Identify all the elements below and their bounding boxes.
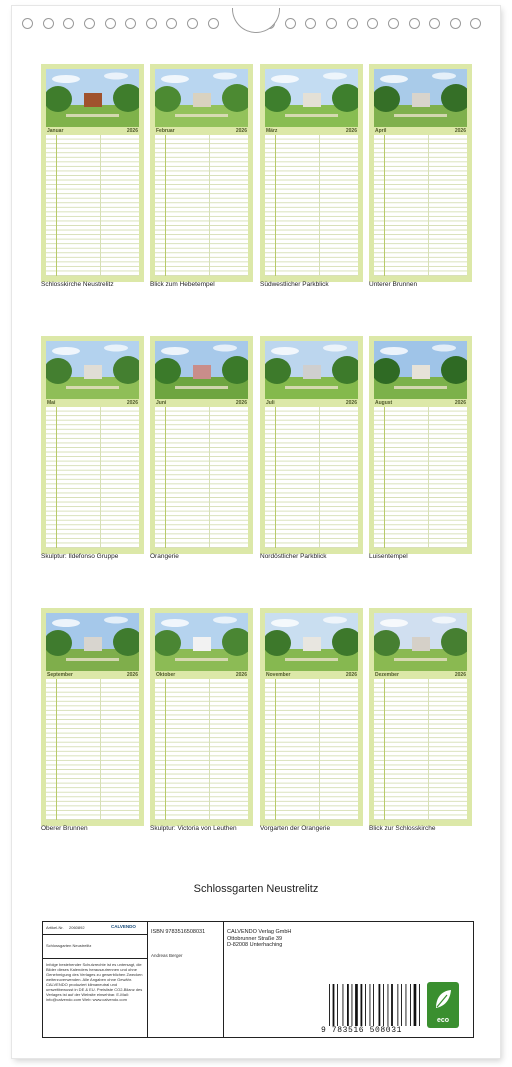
month-day-grid xyxy=(155,135,248,276)
month-panel xyxy=(260,608,363,826)
month-panel xyxy=(369,64,472,282)
month-name: November xyxy=(266,672,291,678)
barcode-bar xyxy=(410,984,411,1026)
month-day-grid xyxy=(46,135,139,276)
publisher-footer xyxy=(42,921,474,1038)
month-name: Januar xyxy=(47,128,64,134)
month-panel xyxy=(41,64,144,282)
month-photo xyxy=(46,341,139,399)
barcode-bar xyxy=(347,984,349,1026)
isbn: ISBN 9783516508031 xyxy=(151,929,206,935)
month-day-grid xyxy=(265,407,358,548)
month-year: 2026 xyxy=(126,672,138,678)
month-panel xyxy=(41,336,144,554)
month-photo xyxy=(46,613,139,671)
article-label: Artikel-Nr. xyxy=(46,925,64,930)
month-caption: Blick zum Hebetempel xyxy=(150,281,215,288)
calendar-title: Schlossgarten Neustrelitz xyxy=(193,883,319,895)
barcode-bar xyxy=(329,984,330,1026)
calvendo-logo: CALVENDO xyxy=(111,924,136,929)
month-header xyxy=(155,127,248,134)
eco-badge xyxy=(427,982,459,1028)
barcode-bar xyxy=(379,984,381,1026)
month-name: Juli xyxy=(266,400,275,406)
month-day-grid xyxy=(374,679,467,820)
barcode-bar xyxy=(355,984,358,1026)
month-day-grid xyxy=(374,135,467,276)
eco-label: eco xyxy=(436,1017,450,1024)
month-header xyxy=(374,127,467,134)
month-caption: Nordöstlicher Parkblick xyxy=(260,553,327,560)
publisher-line-2: Ottobrunner Straße 39 xyxy=(227,935,283,942)
binding-hole xyxy=(470,18,481,29)
month-header xyxy=(374,671,467,678)
barcode-bar xyxy=(401,984,402,1026)
month-header xyxy=(265,399,358,406)
binding-hole xyxy=(450,18,461,29)
barcode-bar xyxy=(370,984,371,1026)
barcode-bar xyxy=(388,984,389,1026)
month-panel xyxy=(150,608,253,826)
binding-hole xyxy=(43,18,54,29)
month-photo xyxy=(374,69,467,127)
leaf-icon xyxy=(433,988,453,1010)
month-header xyxy=(155,671,248,678)
binding-hole xyxy=(347,18,358,29)
month-header xyxy=(46,671,139,678)
barcode-bar xyxy=(333,984,335,1026)
month-caption: Oberer Brunnen xyxy=(41,825,88,832)
product-title: Schlossgarten Neustrelitz xyxy=(46,943,92,948)
month-caption: Skulptur: Victoria von Leuthen xyxy=(150,825,237,832)
month-year: 2026 xyxy=(126,128,138,134)
barcode-bar xyxy=(361,984,363,1026)
month-year: 2026 xyxy=(235,128,247,134)
binding-hole xyxy=(326,18,337,29)
month-panel xyxy=(369,608,472,826)
month-caption: Unterer Brunnen xyxy=(369,281,418,288)
binding-hole xyxy=(388,18,399,29)
month-caption: Vorgarten der Orangerie xyxy=(260,825,331,832)
binding-hole xyxy=(305,18,316,29)
month-photo xyxy=(265,341,358,399)
binding-hole xyxy=(429,18,440,29)
month-panel xyxy=(369,336,472,554)
month-year: 2026 xyxy=(454,128,466,134)
binding-hole xyxy=(22,18,33,29)
binding-hole xyxy=(84,18,95,29)
barcode-bar xyxy=(419,984,420,1026)
month-header xyxy=(265,127,358,134)
month-caption: Luisentempel xyxy=(369,553,408,560)
binding-hole xyxy=(63,18,74,29)
month-photo xyxy=(374,341,467,399)
month-year: 2026 xyxy=(126,400,138,406)
month-name: Mai xyxy=(47,400,56,406)
month-header xyxy=(46,127,139,134)
month-photo xyxy=(374,613,467,671)
month-day-grid xyxy=(265,135,358,276)
binding-hole xyxy=(105,18,116,29)
binding-hole xyxy=(367,18,378,29)
author: Andreas Berger xyxy=(151,953,183,958)
barcode-bar xyxy=(352,984,353,1026)
month-header xyxy=(374,399,467,406)
month-photo xyxy=(155,69,248,127)
month-year: 2026 xyxy=(454,400,466,406)
month-name: Dezember xyxy=(375,672,399,678)
legal-text: Infolge bestehender Schutzrechte ist es untersagt, die Bilder dieses Kalenders herauszutrennen und ohne Genehmigung des Verlages zu gewerblichen Zwecken weiterzuverwenden. Alle Angaben ohne Gewähr. CALVENDO produziert klimaneutral und umweltbewusst in DE & EU. Preisliste CO2-Bilanz des Verlages ist auf der Website einsehbar. E-Mail: info@calvendo.com Web: www.calvendo.com xyxy=(46,962,143,1002)
barcode-number: 9 783516 508031 xyxy=(321,1026,403,1035)
barcode-bar xyxy=(414,984,417,1026)
month-year: 2026 xyxy=(345,672,357,678)
publisher-line-3: D-82008 Unterhaching xyxy=(227,942,283,948)
month-header xyxy=(46,399,139,406)
barcode-bar xyxy=(397,984,398,1026)
month-name: Oktober xyxy=(156,672,176,678)
article-number: 2060892 xyxy=(69,925,85,930)
month-caption: Orangerie xyxy=(150,553,179,560)
month-year: 2026 xyxy=(235,400,247,406)
month-photo xyxy=(155,613,248,671)
month-panel xyxy=(150,336,253,554)
month-day-grid xyxy=(374,407,467,548)
binding-hole xyxy=(166,18,177,29)
month-header xyxy=(155,399,248,406)
month-year: 2026 xyxy=(345,400,357,406)
binding-hole xyxy=(187,18,198,29)
month-day-grid xyxy=(265,679,358,820)
month-name: September xyxy=(47,672,73,678)
month-panel xyxy=(260,336,363,554)
barcode-bar xyxy=(383,984,384,1026)
binding-hole xyxy=(285,18,296,29)
barcode-bar xyxy=(365,984,366,1026)
month-photo xyxy=(46,69,139,127)
month-day-grid xyxy=(155,679,248,820)
month-name: Juni xyxy=(156,400,167,406)
barcode-bar xyxy=(373,984,374,1026)
barcode xyxy=(327,984,425,1026)
month-panel xyxy=(150,64,253,282)
month-photo xyxy=(265,613,358,671)
month-caption: Südwestlicher Parkblick xyxy=(260,281,329,288)
month-panel xyxy=(260,64,363,282)
month-year: 2026 xyxy=(454,672,466,678)
month-name: März xyxy=(266,128,278,134)
month-day-grid xyxy=(46,407,139,548)
barcode-bar xyxy=(343,984,344,1026)
binding-hole xyxy=(208,18,219,29)
barcode-bar xyxy=(406,984,407,1026)
barcode-bar xyxy=(391,984,393,1026)
month-day-grid xyxy=(155,407,248,548)
month-caption: Schlosskirche Neustrelitz xyxy=(41,281,114,288)
publisher-line-1: CALVENDO Verlag GmbH xyxy=(227,929,292,935)
month-year: 2026 xyxy=(235,672,247,678)
barcode-bar xyxy=(337,984,338,1026)
month-name: August xyxy=(375,400,393,406)
month-name: April xyxy=(375,128,387,134)
binding-hole xyxy=(146,18,157,29)
month-caption: Blick zur Schlosskirche xyxy=(369,825,436,832)
month-caption: Skulptur: Ildefonso Gruppe xyxy=(41,553,119,560)
binding-hole xyxy=(125,18,136,29)
binding-hole xyxy=(409,18,420,29)
month-panel xyxy=(41,608,144,826)
month-name: Februar xyxy=(156,128,175,134)
month-year: 2026 xyxy=(345,128,357,134)
month-photo xyxy=(265,69,358,127)
month-photo xyxy=(155,341,248,399)
month-day-grid xyxy=(46,679,139,820)
month-header xyxy=(265,671,358,678)
